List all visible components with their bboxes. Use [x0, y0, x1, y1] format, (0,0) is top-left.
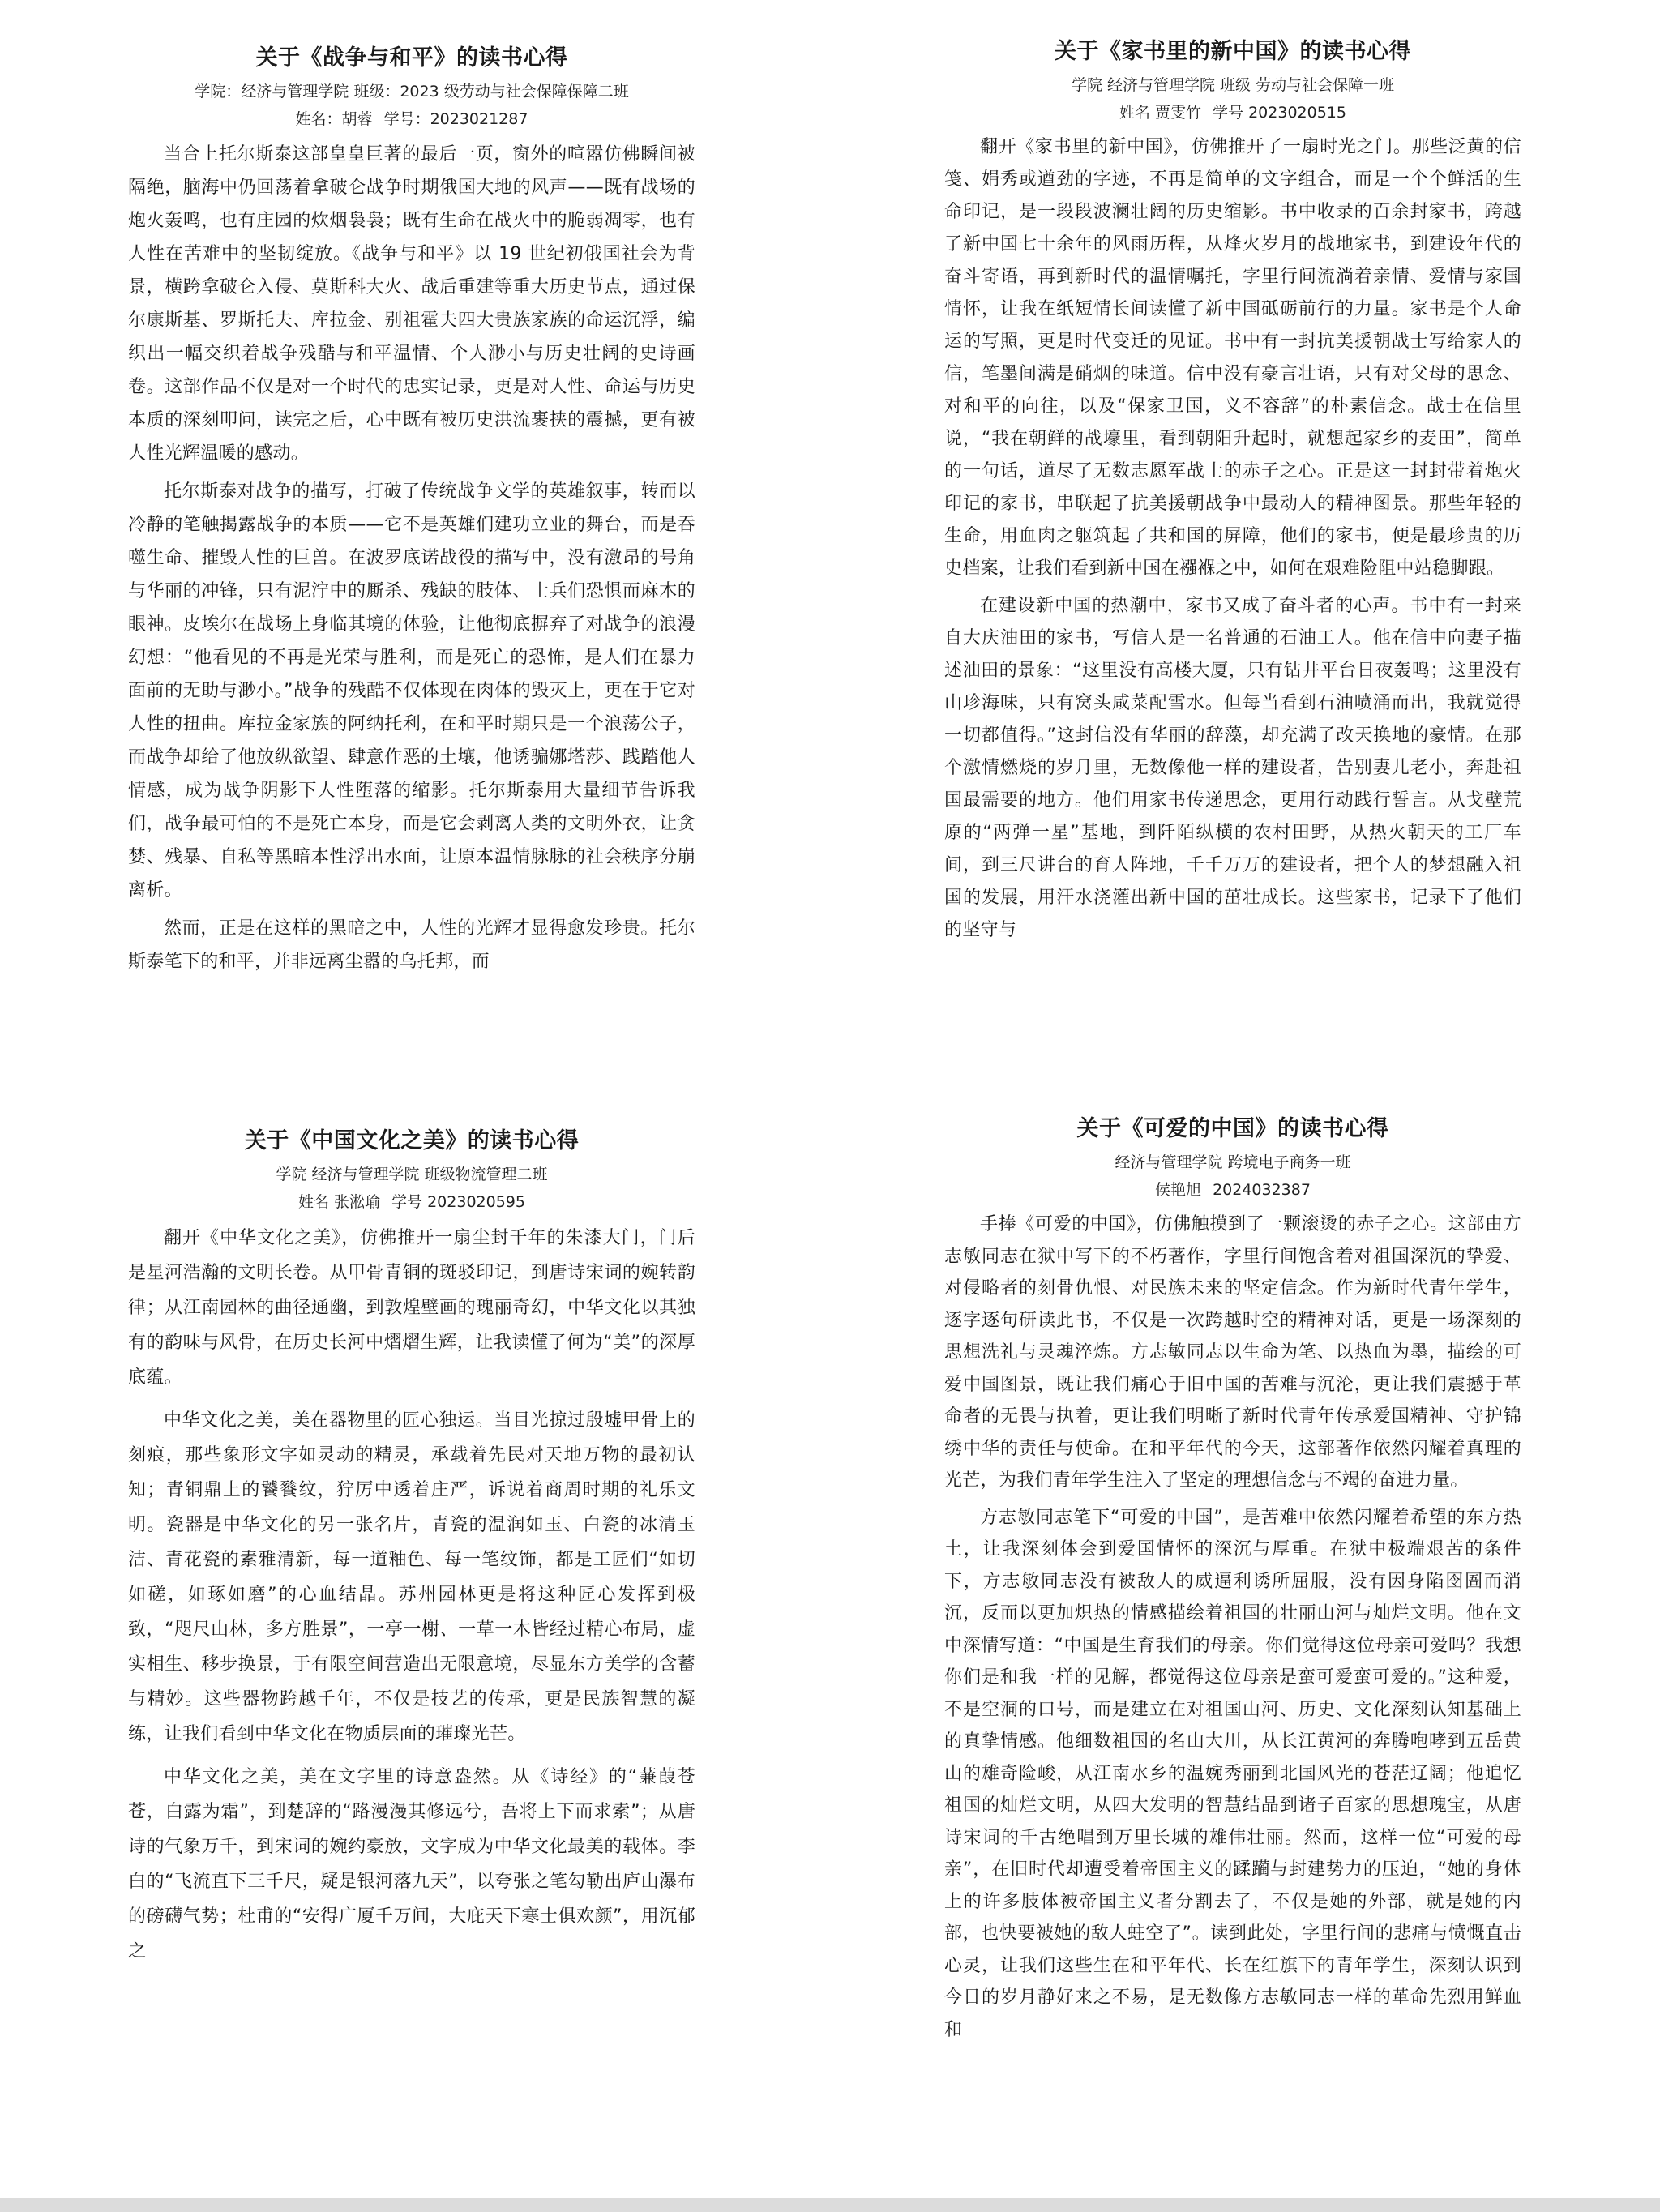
essay-title: 关于《中国文化之美》的读书心得 — [244, 1128, 580, 1153]
paragraph: 在建设新中国的热潮中，家书又成了奋斗者的心声。书中有一封来自大庆油田的家书，写信人是一名普通的石油工人。他在信中向妻子描述油田的景象：“这里没有高楼大厦，只有钻井平台日夜轰鸣；这里没有山珍海味，只有窝头咸菜配雪水。但每当看到石油喷涌而出，我就觉得一切都值得。”这封信没有华丽的辞藻，却充满了改天换地的豪情。在那个激情燃烧的岁月里，无数像他一样的建设者，告别妻儿老小，奔赴祖国最需要的地方。他们用家书传递思念，更用行动践行誓言。从戈壁荒原的“两弹一星”基地，到阡陌纵横的农村田野，从热火朝天的工厂车间，到三尺讲台的育人阵地，千千万万的建设者，把个人的梦想融入祖国的发展，用汗水浇灌出新中国的茁壮成长。这些家书，记录下了他们的坚守与 — [944, 596, 1521, 940]
author-name: 姓名：胡蓉 — [295, 110, 373, 128]
author-name: 姓名 张淞瑜 — [298, 1193, 381, 1211]
paragraph: 然而，正是在这样的黑暗之中，人性的光辉才显得愈发珍贵。托尔斯泰笔下的和平，并非远离尘嚣的乌托邦，而 — [128, 918, 695, 972]
essay-family-letters — [944, 36, 1521, 1081]
paragraph: 中华文化之美，美在器物里的匠心独运。当目光掠过殷墟甲骨上的刻痕，那些象形文字如灵动的精灵，承载着先民对天地万物的最初认知；青铜鼎上的饕餮纹，狞厉中透着庄严，诉说着商周时期的礼乐文明。瓷器是中华文化的另一张名片，青瓷的温润如玉、白瓷的冰清玉洁、青花瓷的素雅清新，每一道釉色、每一笔纹饰，都是工匠们“如切如磋，如琢如磨”的心血结晶。苏州园林更是将这种匠心发挥到极致，“咫尺山林，多方胜景”，一亭一榭、一草一木皆经过精心布局，虚实相生、移步换景，于有限空间营造出无限意境，尽显东方美学的含蓄与精妙。这些器物跨越千年，不仅是技艺的传承，更是民族智慧的凝练，让我们看到中华文化在物质层面的璀璨光芒。 — [128, 1410, 695, 1744]
paragraph: 当合上托尔斯泰这部皇皇巨著的最后一页，窗外的喧嚣仿佛瞬间被隔绝，脑海中仍回荡着拿破仑战争时期俄国大地的风声——既有战场的炮火轰鸣，也有庄园的炊烟袅袅；既有生命在战火中的脆弱凋零，也有人性在苦难中的坚韧绽放。《战争与和平》以 19 世纪初俄国社会为背景，横跨拿破仑入侵、莫斯科大火、战后重建等重大历史节点，通过保尔康斯基、罗斯托夫、库拉金、别祖霍夫四大贵族家族的命运沉浮，编织出一幅交织着战争残酷与和平温情、个人渺小与历史壮阔的史诗画卷。这部作品不仅是对一个时代的忠实记录，更是对人性、命运与历史本质的深刻叩问，读完之后，心中既有被历史洪流裹挟的震撼，更有被人性光辉温暖的感动。 — [128, 144, 695, 464]
essay-author-line — [944, 1176, 1521, 1204]
essay-title: 关于《家书里的新中国》的读书心得 — [1055, 39, 1411, 64]
paragraph: 托尔斯泰对战争的描写，打破了传统战争文学的英雄叙事，转而以冷静的笔触揭露战争的本质——它不是英雄们建功立业的舞台，而是吞噬生命、摧毁人性的巨兽。在波罗底诺战役的描写中，没有激昂的号角与华丽的冲锋，只有泥泞中的厮杀、残缺的肢体、士兵们恐惧而麻木的眼神。皮埃尔在战场上身临其境的体验，让他彻底摒弃了对战争的浪漫幻想：“他看见的不再是光荣与胜利，而是死亡的恐怖，是人们在暴力面前的无助与渺小。”战争的残酷不仅体现在肉体的毁灭上，更在于它对人性的扭曲。库拉金家族的阿纳托利，在和平时期只是一个浪荡公子，而战争却给了他放纵欲望、肆意作恶的土壤，他诱骗娜塔莎、践踏他人情感，成为战争阴影下人性堕落的缩影。托尔斯泰用大量细节告诉我们，战争最可怕的不是死亡本身，而是它会剥离人类的文明外衣，让贪婪、残暴、自私等黑暗本性浮出水面，让原本温情脉脉的社会秩序分崩离析。 — [128, 481, 695, 901]
student-id: 2024032387 — [1213, 1181, 1311, 1199]
essay-title: 关于《战争与和平》的读书心得 — [255, 45, 568, 71]
author-name: 侯艳旭 — [1155, 1181, 1202, 1199]
student-id: 学号 2023020595 — [391, 1193, 525, 1211]
essay-author-line — [128, 105, 695, 133]
essay-body — [944, 1209, 1521, 2046]
essay-author-line — [128, 1188, 695, 1216]
paragraph: 翻开《家书里的新中国》，仿佛推开了一扇时光之门。那些泛黄的信笺、娟秀或遒劲的字迹，不再是简单的文字组合，而是一个个鲜活的生命印记，是一段段波澜壮阔的历史缩影。书中收录的百余封家书，跨越了新中国七十余年的风雨历程，从烽火岁月的战地家书，到建设年代的奋斗寄语，再到新时代的温情嘱托，字里行间流淌着亲情、爱情与家国情怀，让我在纸短情长间读懂了新中国砥砺前行的力量。家书是个人命运的写照，更是时代变迁的见证。书中有一封抗美援朝战士写给家人的信，笔墨间满是硝烟的味道。信中没有豪言壮语，只有对父母的思念、对和平的向往，以及“保家卫国，义不容辞”的朴素信念。战士在信里说，“我在朝鲜的战壕里，看到朝阳升起时，就想起家乡的麦田”，简单的一句话，道尽了无数志愿军战士的赤子之心。正是这一封封带着炮火印记的家书，串联起了抗美援朝战争中最动人的精神图景。那些年轻的生命，用血肉之躯筑起了共和国的屏障，他们的家书，便是最珍贵的历史档案，让我们看到新中国在襁褓之中，如何在艰难险阻中站稳脚跟。 — [944, 137, 1521, 579]
essay-college-class: 学院：经济与管理学院 班级：2023 级劳动与社会保障保障二班 — [195, 83, 629, 101]
paragraph: 方志敏同志笔下“可爱的中国”，是苦难中依然闪耀着希望的东方热土，让我深刻体会到爱国情怀的深沉与厚重。在狱中极端艰苦的条件下，方志敏同志没有被敌人的威逼利诱所屈服，没有因身陷囹圄而消沉，反而以更加炽热的情感描绘着祖国的壮丽山河与灿烂文明。他在文中深情写道：“中国是生育我们的母亲。你们觉得这位母亲可爱吗？我想你们是和我一样的见解，都觉得这位母亲是蛮可爱蛮可爱的。”这种爱，不是空洞的口号，而是建立在对祖国山河、历史、文化深刻认知基础上的真挚情感。他细数祖国的名山大川，从长江黄河的奔腾咆哮到五岳黄山的雄奇险峻，从江南水乡的温婉秀丽到北国风光的苍茫辽阔；他追忆祖国的灿烂文明，从四大发明的智慧结晶到诸子百家的思想瑰宝，从唐诗宋词的千古绝唱到万里长城的雄伟壮丽。然而，这样一位“可爱的母亲”，在旧时代却遭受着帝国主义的蹂躏与封建势力的压迫，“她的身体上的许多肢体被帝国主义者分割去了，不仅是她的外部，就是她的内部，也快要被她的敌人蛀空了”。读到此处，字里行间的悲痛与愤慨直击心灵，让我们这些生在和平年代、长在红旗下的青年学生，深刻认识到今日的岁月静好来之不易，是无数像方志敏同志一样的革命先烈用鲜血和 — [944, 1507, 1521, 2040]
paragraph: 中华文化之美，美在文字里的诗意盎然。从《诗经》的“蒹葭苍苍，白露为霜”，到楚辞的“路漫漫其修远兮，吾将上下而求索”；从唐诗的气象万千，到宋词的婉约豪放，文字成为中华文化最美的载体。李白的“飞流直下三千尺，疑是银河落九天”，以夸张之笔勾勒出庐山瀑布的磅礴气势；杜甫的“安得广厦千万间，大庇天下寒士俱欢颜”，用沉郁之 — [128, 1767, 695, 1962]
student-id: 学号：2023021287 — [383, 110, 528, 128]
essay-chinese-culture — [128, 1125, 695, 2179]
student-id: 学号 2023020515 — [1213, 104, 1346, 122]
essay-body — [128, 138, 695, 978]
essay-title: 关于《可爱的中国》的读书心得 — [1076, 1116, 1389, 1141]
essay-body — [128, 1221, 695, 1969]
bottom-scroll-edge — [0, 2198, 1660, 2212]
essay-war-and-peace — [128, 42, 695, 1088]
essay-lovely-china — [944, 1113, 1521, 2167]
essay-body — [944, 131, 1521, 947]
paragraph: 手捧《可爱的中国》，仿佛触摸到了一颗滚烫的赤子之心。这部由方志敏同志在狱中写下的不朽著作，字里行间饱含着对祖国深沉的挚爱、对侵略者的刻骨仇恨、对民族未来的坚定信念。作为新时代青年学生，逐字逐句研读此书，不仅是一次跨越时空的精神对话，更是一场深刻的思想洗礼与灵魂淬炼。方志敏同志以生命为笔、以热血为墨，描绘的可爱中国图景，既让我们痛心于旧中国的苦难与沉沦，更让我们震撼于革命者的无畏与执着，更让我们明晰了新时代青年传承爱国精神、守护锦绣中华的责任与使命。在和平年代的今天，这部著作依然闪耀着真理的光芒，为我们青年学生注入了坚定的理想信念与不竭的奋进力量。 — [944, 1214, 1521, 1491]
essay-college-class: 经济与管理学院 跨境电子商务一班 — [1115, 1153, 1351, 1171]
essay-college-class: 学院 经济与管理学院 班级 劳动与社会保障一班 — [1071, 76, 1395, 94]
author-name: 姓名 贾雯竹 — [1119, 104, 1202, 122]
essay-author-line — [944, 99, 1521, 126]
essay-college-class: 学院 经济与管理学院 班级物流管理二班 — [276, 1166, 548, 1183]
paragraph: 翻开《中华文化之美》，仿佛推开一扇尘封千年的朱漆大门，门后是星河浩瀚的文明长卷。从甲骨青铜的斑驳印记，到唐诗宋词的婉转韵律；从江南园林的曲径通幽，到敦煌壁画的瑰丽奇幻，中华文化以其独有的韵味与风骨，在历史长河中熠熠生辉，让我读懂了何为“美”的深厚底蕴。 — [128, 1228, 695, 1388]
